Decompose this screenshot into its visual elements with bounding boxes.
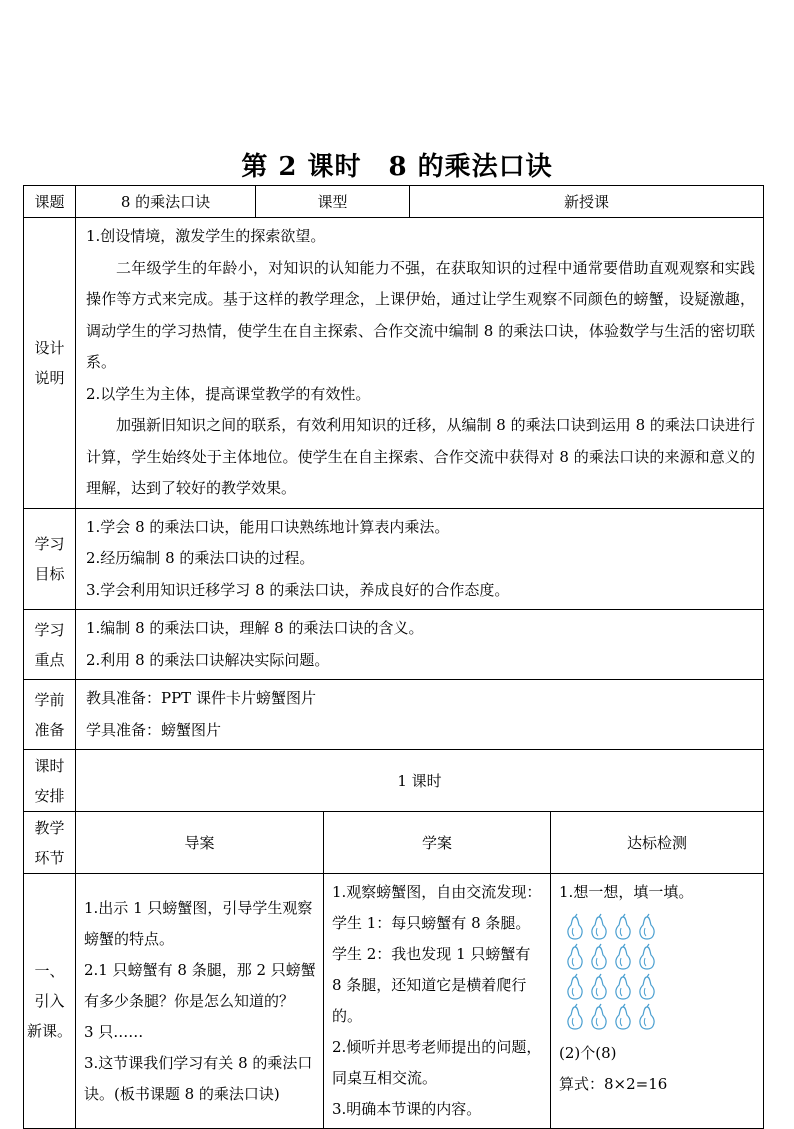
pear-icon [613, 913, 633, 941]
pear-icon [589, 1003, 609, 1031]
learn-step: 1.观察螃蟹图，自由交流发现： [332, 883, 542, 901]
learn-step: 学生 2：我也发现 1 只螃蟹有 8 条腿，还知道它是横着爬行的。 [332, 945, 531, 1025]
design-paragraph: 1.创设情境，激发学生的探索欲望。 [86, 227, 326, 245]
focus-item: 2.利用 8 的乘法口诀解决实际问题。 [86, 650, 330, 669]
pear-icon [589, 943, 609, 971]
teacher-prep: 教具准备：PPT 课件卡片螃蟹图片 [86, 689, 316, 707]
pear-icon [637, 1003, 657, 1031]
design-label: 设计 说明 [24, 218, 76, 509]
guide-step: 3 只…… [84, 1022, 144, 1041]
intro-check [551, 874, 764, 1129]
section-header-row [24, 812, 764, 874]
prep-label: 学前 准备 [24, 680, 76, 750]
pear-icon [637, 973, 657, 1001]
intro-row [24, 874, 764, 1129]
check-formula: 算式：8×2=16 [559, 1075, 668, 1093]
learn-header: 学案 [324, 812, 551, 874]
intro-label: 一、 引入 新课。 [24, 874, 76, 1129]
focus-text [76, 610, 764, 680]
pear-icon [637, 913, 657, 941]
guide-step: 2.1 只螃蟹有 8 条腿，那 2 只螃蟹有多少条腿？你是怎么知道的？ [84, 960, 316, 1010]
pear-icon [565, 973, 585, 1001]
pear-icon [637, 943, 657, 971]
topic-value: 8 的乘法口诀 [76, 186, 256, 218]
page-title: 第 2 课时 8 的乘法口诀 [241, 152, 553, 182]
guide-step: 1.出示 1 只螃蟹图，引导学生观察螃蟹的特点。 [84, 898, 313, 948]
design-text [76, 218, 764, 509]
pear-icon [565, 1003, 585, 1031]
learn-step: 学生 1：每只螃蟹有 8 条腿。 [332, 914, 531, 932]
pear-icon [565, 943, 585, 971]
intro-learn [324, 874, 551, 1129]
design-paragraph: 二年级学生的年龄小，对知识的认知能力不强，在获取知识的过程中通常要借助直观观察和实践操作等方式来完成。基于这样的教学理念，上课伊始，通过让学生观察不同颜色的螃蟹，设疑激趣，调动学生的学习热情，使学生在自主探索、合作交流中编制 8 的乘法口诀，体验数学与生活的密切联系。 [86, 258, 756, 371]
goals-text [76, 508, 764, 610]
pear-icon [613, 943, 633, 971]
topic-label: 课题 [24, 186, 76, 218]
lesson-plan-table [23, 185, 764, 1129]
check-question: 1.想一想，填一填。 [559, 883, 694, 901]
learn-step: 2.倾听并思考老师提出的问题，同桌互相交流。 [332, 1038, 542, 1087]
learn-step: 3.明确本节课的内容。 [332, 1100, 482, 1118]
focus-item: 1.编制 8 的乘法口诀，理解 8 的乘法口诀的含义。 [86, 619, 424, 637]
prep-row [24, 680, 764, 750]
design-paragraph: 2.以学生为主体，提高课堂教学的有效性。 [86, 384, 371, 403]
goal-item: 3.学会利用知识迁移学习 8 的乘法口诀，养成良好的合作态度。 [86, 580, 510, 599]
time-label: 课时 安排 [24, 750, 76, 812]
prep-text [76, 680, 764, 750]
focus-row [24, 610, 764, 680]
pear-picture [559, 908, 659, 1038]
guide-step: 3.这节课我们学习有关 8 的乘法口诀。(板书课题 8 的乘法口诀) [84, 1053, 313, 1103]
topic-row [24, 186, 764, 218]
pear-icon [565, 913, 585, 941]
check-blank: (2)个(8) [559, 1044, 617, 1062]
lesson-type-label: 课型 [256, 186, 410, 218]
pear-icon [589, 913, 609, 941]
design-row [24, 218, 764, 509]
check-header: 达标检测 [551, 812, 764, 874]
pear-icon [613, 973, 633, 1001]
pear-icon [613, 1003, 633, 1031]
section-label: 教学 环节 [24, 812, 76, 874]
goals-row [24, 508, 764, 610]
guide-header: 导案 [76, 812, 324, 874]
goals-label: 学习 目标 [24, 508, 76, 610]
time-row [24, 750, 764, 812]
lesson-type-value: 新授课 [410, 186, 764, 218]
goal-item: 2.经历编制 8 的乘法口诀的过程。 [86, 549, 315, 567]
pear-icon [589, 973, 609, 1001]
intro-guide [76, 874, 324, 1129]
focus-label: 学习 重点 [24, 610, 76, 680]
time-value: 1 课时 [76, 750, 764, 812]
student-prep: 学具准备：螃蟹图片 [86, 720, 222, 739]
goal-item: 1.学会 8 的乘法口诀，能用口诀熟练地计算表内乘法。 [86, 517, 450, 536]
design-paragraph: 加强新旧知识之间的联系，有效利用知识的迁移，从编制 8 的乘法口诀到运用 8 的乘法口诀进行计算，学生始终处于主体地位。使学生在自主探索、合作交流中获得对 8 的乘法口诀的来源和意义的理解，达到了较好的教学效果。 [86, 416, 756, 497]
